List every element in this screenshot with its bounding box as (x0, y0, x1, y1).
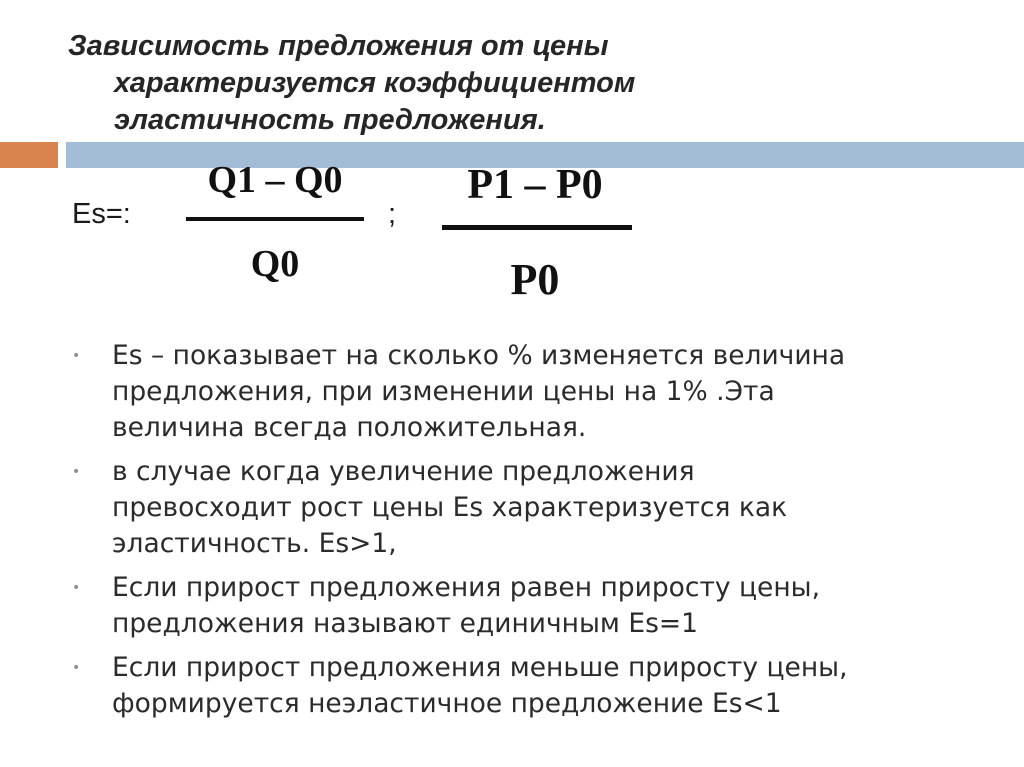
bullet-list (72, 338, 992, 730)
fraction1-denominator: Q0 (250, 243, 300, 285)
bullet-text (112, 454, 992, 562)
bullet-icon: • (72, 580, 81, 596)
bullet-icon: • (72, 348, 81, 364)
fraction1-bar (186, 217, 364, 221)
fraction1-numerator: Q1 – Q0 (207, 159, 343, 201)
fraction2-denominator: P0 (510, 255, 560, 304)
fraction2-bar (442, 225, 632, 230)
bullet-line: в случае когда увеличение предложения (112, 456, 695, 487)
slide-title (68, 28, 968, 139)
bullet-text (112, 570, 992, 642)
formula-label: Es=: (72, 198, 131, 230)
title-line-2: характеризуется коэффициентом (114, 67, 636, 99)
accent-bar (0, 142, 58, 168)
fraction2-numerator: P1 – P0 (467, 162, 603, 208)
bullet-item-3 (72, 570, 992, 642)
bullet-icon: • (72, 464, 81, 480)
bullet-text (112, 650, 992, 722)
bullet-line: эластичность. Es>1, (112, 528, 397, 559)
bullet-item-1 (72, 338, 992, 446)
bullet-line: Es – показывает на сколько % изменяется величина (112, 340, 846, 371)
bullet-line: Если прирост предложения меньше приросту цены, (112, 652, 848, 683)
bullet-item-4 (72, 650, 992, 722)
bullet-line: превосходит рост цены Es характеризуется как (112, 492, 788, 523)
bullet-line: Если прирост предложения равен приросту цены, (112, 572, 821, 603)
title-line-1: Зависимость предложения от цены (68, 30, 609, 62)
formula-separator: ; (388, 198, 397, 230)
bullet-icon: • (72, 660, 81, 676)
title-line-3: эластичность предложения. (114, 104, 546, 136)
bullet-line: величина всегда положительная. (112, 412, 587, 443)
bullet-line: предложения называют единичным Es=1 (112, 608, 698, 639)
bullet-line: формируется неэластичное предложение Es<1 (112, 688, 782, 719)
bullet-line: предложения, при изменении цены на 1% .Эта (112, 376, 775, 407)
bullet-text (112, 338, 992, 446)
bullet-item-2 (72, 454, 992, 562)
